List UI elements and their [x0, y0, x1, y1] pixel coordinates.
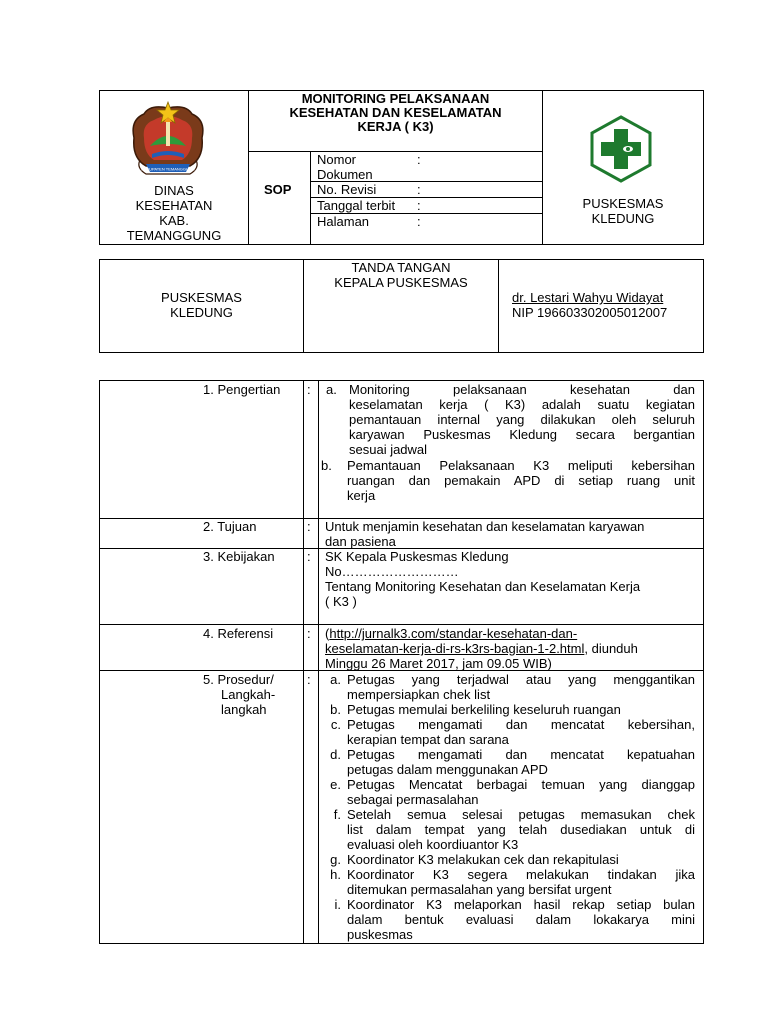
list-item: b. Petugas memulai berkeliling keseluruh ruangan	[330, 702, 621, 717]
referensi-text: (http://jurnalk3.com/standar-kesehatan-dan- keselamatan-kerja-di-rs-k3rs-bagian-1-2.html, diunduh Minggu 26 Maret 2017, jam 09.05 WIB)	[325, 626, 638, 671]
tujuan-colon: :	[307, 519, 311, 534]
list-item: e. Petugas Mencatat berbagai temuan yang dianggap sebagai permasalahan	[330, 777, 695, 807]
tujuan-text: Untuk menjamin kesehatan dan keselamatan karyawan dan pasiena	[325, 519, 645, 549]
sop-label: SOP	[264, 182, 292, 197]
list-item: g. Koordinator K3 melakukan cek dan rekapitulasi	[330, 852, 619, 867]
dinas-name: DINAS KESEHATAN KAB. TEMANGGUNG	[126, 183, 222, 243]
prosedur-colon: :	[307, 672, 311, 687]
pengertian-label: 1. Pengertian	[203, 382, 281, 397]
document-title: MONITORING PELAKSANAAN KESEHATAN DAN KESELAMATAN KERJA ( K3)	[289, 91, 502, 134]
kebijakan-colon: :	[307, 549, 311, 564]
meta-tanggal-colon: :	[417, 198, 421, 213]
logo-caption: KABUPATEN TEMANGGUNG	[141, 166, 195, 172]
tujuan-label: 2. Tujuan	[203, 519, 257, 534]
meta-revisi-colon: :	[417, 182, 421, 197]
referensi-colon: :	[307, 626, 311, 641]
list-item: i. Koordinator K3 melaporkan hasil rekap setiap bulan dalam bentuk evaluasi dalam lokakarya mini puskesmas	[334, 897, 695, 942]
meta-revisi-label: No. Revisi	[317, 182, 377, 197]
referensi-label: 4. Referensi	[203, 626, 274, 641]
puskesmas-cross-icon	[592, 117, 650, 181]
puskesmas-name: PUSKESMAS KLEDUNG	[582, 196, 664, 226]
temanggung-logo	[120, 98, 216, 182]
head-name: dr. Lestari Wahyu Widayat	[512, 290, 664, 305]
meta-nomor-label: Nomor Dokumen	[317, 152, 373, 182]
pengertian-b-text: Pemantauan Pelaksanaan K3 meliputi kebersihan ruangan dan pemakain APD di setiap ruang unit kerja	[347, 458, 695, 503]
list-item: f. Setelah semua selesai petugas memasukan chek list dalam tempat yang telah dusediakan untuk di evaluasi oleh koordiuantor K3	[333, 807, 695, 852]
signature-unit: PUSKESMAS KLEDUNG	[161, 290, 242, 320]
prosedur-label: 5. Prosedur/ Langkah- langkah	[203, 672, 276, 717]
list-item: a. Petugas yang terjadwal atau yang menggantikan mempersiapkan chek list	[330, 672, 695, 702]
list-item: h. Koordinator K3 segera melakukan tindakan jika ditemukan permasalahan yang bersifat urgent	[330, 867, 695, 897]
prosedur-steps	[321, 672, 695, 942]
referensi-link[interactable]: http://jurnalk3.com/standar-kesehatan-dan-	[329, 626, 578, 641]
pengertian-a-text: Monitoring pelaksanaan kesehatan dan keselamatan kerja ( K3) adalah suatu kegiatan pemantauan internal yang dilakukan oleh seluruh karyawan Puskesmas Kledung secara bergantian sesuai jadwal	[349, 382, 695, 457]
pengertian-a-label: a.	[326, 382, 337, 397]
puskesmas-logo	[587, 115, 655, 183]
meta-nomor-colon: :	[417, 152, 421, 167]
signature-title: TANDA TANGAN KEPALA PUSKESMAS	[334, 260, 468, 290]
meta-tanggal-label: Tanggal terbit	[317, 198, 396, 213]
kebijakan-label: 3. Kebijakan	[203, 549, 275, 564]
kebijakan-text: SK Kepala Puskesmas Kledung No……………………… Tentang Monitoring Kesehatan dan Keselamatan Kerja ( K3 )	[325, 549, 641, 609]
temanggung-emblem-icon	[133, 102, 203, 174]
pengertian-b-label: b.	[321, 458, 332, 473]
meta-halaman-label: Halaman	[317, 214, 370, 229]
head-nip: NIP 196603302005012007	[512, 305, 668, 320]
meta-halaman-colon: :	[417, 214, 421, 229]
pengertian-colon: :	[307, 382, 311, 397]
list-item: c. Petugas mengamati dan mencatat kebersihan, kerapian tempat dan sarana	[330, 717, 695, 747]
referensi-link-continued[interactable]: keselamatan-kerja-di-rs-k3rs-bagian-1-2.html	[325, 641, 585, 656]
list-item: d. Petugas mengamati dan mencatat kepatuahan petugas dalam menggunakan APD	[330, 747, 695, 777]
